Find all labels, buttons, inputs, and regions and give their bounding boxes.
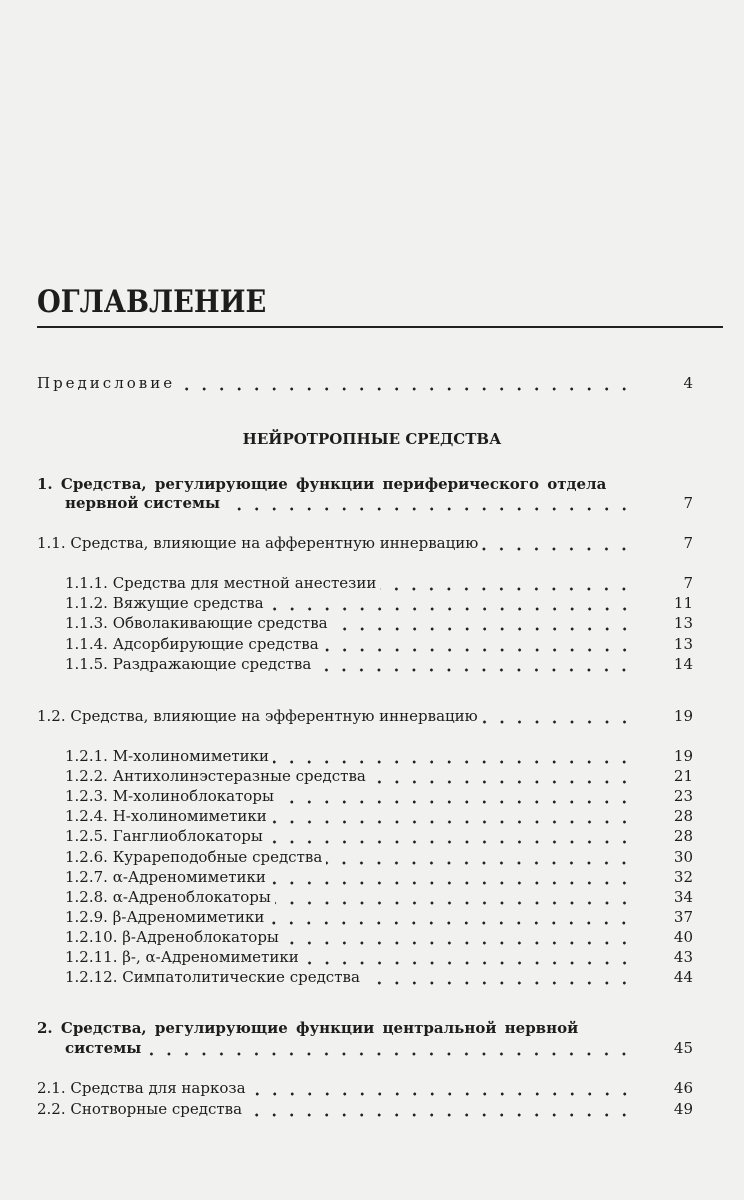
- dot-leader: [482, 533, 633, 553]
- dot-leader: [267, 826, 633, 846]
- entry-page: 21: [673, 767, 693, 786]
- chapter-2-title-line1: 2. Средства, регулирующие функции центральной нервной: [37, 1019, 579, 1037]
- entry-page: 34: [673, 887, 693, 906]
- toc-entry[interactable]: [65, 786, 693, 806]
- entry-label: 1.1.3. Обволакивающие средства: [65, 614, 328, 633]
- entry-page: 13: [673, 614, 693, 633]
- entry-page: 23: [673, 787, 693, 806]
- toc-entry[interactable]: [65, 847, 693, 867]
- dot-leader: [482, 706, 633, 726]
- dot-leader: [323, 634, 633, 654]
- entry-page: 7: [683, 574, 693, 592]
- entry-page: 19: [673, 747, 693, 765]
- dot-leader: [268, 593, 633, 613]
- toc-entry[interactable]: [65, 806, 693, 826]
- toc-entry[interactable]: [65, 927, 693, 947]
- entry-label: 1.2.8. α-Адреноблокаторы: [65, 887, 271, 906]
- entry-label: 1.2.2. Антихолинэстеразные средства: [65, 767, 366, 786]
- entry-label: 1.2. Средства, влияющие на эфферентную иннервацию: [37, 707, 478, 725]
- toc-entry[interactable]: [65, 907, 693, 927]
- entry-page: 28: [673, 827, 693, 846]
- entry-page: 14: [673, 654, 693, 673]
- toc-entry[interactable]: [65, 746, 693, 766]
- entry-page: 7: [683, 534, 693, 552]
- dot-leader: [179, 373, 633, 393]
- dot-leader: [326, 847, 633, 867]
- toc-entry[interactable]: [65, 867, 693, 887]
- entry-label: 2.1. Средства для наркоза: [37, 1079, 246, 1097]
- entry-page: 43: [673, 948, 693, 966]
- entry-label: 1.2.11. β-, α-Адреномиметики: [65, 948, 299, 966]
- toc-entry-1-1[interactable]: [37, 533, 693, 553]
- entry-page: 49: [673, 1099, 693, 1118]
- toc-entry[interactable]: [65, 887, 693, 907]
- entry-page: 32: [673, 867, 693, 886]
- toc-entry[interactable]: [65, 654, 693, 674]
- dot-leader: [270, 867, 633, 887]
- entry-label: 1.2.12. Симпатолитические средства: [65, 968, 360, 987]
- entry-page: 4: [683, 374, 693, 392]
- entry-page: 7: [683, 494, 693, 512]
- entry-label: 1.2.10. β-Адреноблокаторы: [65, 927, 279, 946]
- dot-leader: [273, 746, 633, 766]
- toc-title: ОГЛАВЛЕНИЕ: [37, 284, 267, 320]
- entry-label: 1.2.3. М-холиноблокаторы: [65, 787, 274, 806]
- entry-label: 1.1.5. Раздражающие средства: [65, 654, 312, 673]
- entry-label: 1.2.7. α-Адреномиметики: [65, 867, 266, 886]
- toc-entry-1-2[interactable]: [37, 706, 693, 726]
- entry-page: 44: [673, 968, 693, 987]
- section-heading: НЕЙРОТРОПНЫЕ СРЕДСТВА: [242, 430, 502, 448]
- entry-label: 1.2.5. Ганглиоблокаторы: [65, 827, 263, 846]
- entry-label: нервной системы: [65, 494, 221, 512]
- entry-label: 1.2.9. β-Адреномиметики: [65, 907, 265, 926]
- dot-leader: [250, 1078, 633, 1098]
- entry-label: 1.1.4. Адсорбирующие средства: [65, 634, 319, 653]
- toc-entry[interactable]: [37, 1078, 693, 1098]
- dot-leader: [364, 967, 633, 987]
- dot-leader: [268, 907, 633, 927]
- dot-leader: [271, 806, 633, 826]
- title-rule: [37, 326, 723, 328]
- entry-label: 1.2.4. Н-холиномиметики: [65, 807, 267, 826]
- dot-leader: [315, 654, 633, 674]
- toc-entry[interactable]: [65, 766, 693, 786]
- toc-entry-preface[interactable]: [37, 373, 693, 393]
- entry-page: 46: [673, 1079, 693, 1097]
- entry-label: 1.1. Средства, влияющие на афферентную иннервацию: [37, 534, 479, 552]
- toc-entry[interactable]: [65, 947, 693, 967]
- dot-leader: [370, 766, 633, 786]
- toc-entry-chapter-1[interactable]: [65, 493, 693, 513]
- dot-leader: [332, 613, 633, 633]
- toc-entry-chapter-2[interactable]: [65, 1038, 693, 1058]
- toc-entry[interactable]: [65, 613, 693, 633]
- toc-entry[interactable]: [65, 634, 693, 654]
- entry-label: 1.2.1. М-холиномиметики: [65, 747, 270, 765]
- toc-entry[interactable]: [65, 573, 693, 593]
- entry-page: 13: [673, 634, 693, 653]
- entry-page: 37: [673, 907, 693, 926]
- entry-label: 1.1.2. Вяжущие средства: [65, 594, 264, 613]
- dot-leader: [145, 1038, 633, 1058]
- dot-leader: [275, 887, 633, 907]
- entry-page: 19: [673, 707, 693, 725]
- entry-page: 30: [673, 847, 693, 866]
- toc-entry[interactable]: [65, 593, 693, 613]
- dot-leader: [380, 573, 633, 593]
- dot-leader: [283, 927, 633, 947]
- entry-page: 28: [673, 807, 693, 826]
- entry-page: 11: [673, 594, 693, 613]
- toc-entry[interactable]: [65, 967, 693, 987]
- toc-entry[interactable]: [37, 1099, 693, 1119]
- entry-label: Предисловие: [37, 374, 176, 392]
- entry-label: 2.2. Снотворные средства: [37, 1099, 243, 1118]
- entry-page: 40: [673, 927, 693, 946]
- entry-page: 45: [673, 1039, 693, 1057]
- dot-leader: [278, 786, 633, 806]
- entry-label: 1.2.6. Курареподобные средства: [65, 847, 323, 866]
- chapter-1-title-line1: 1. Средства, регулирующие функции периферического отдела: [37, 475, 607, 493]
- entry-label: системы: [65, 1039, 142, 1057]
- dot-leader: [303, 947, 633, 967]
- toc-entry[interactable]: [65, 826, 693, 846]
- entry-label: 1.1.1. Средства для местной анестезии: [65, 574, 377, 592]
- dot-leader: [246, 1099, 633, 1119]
- dot-leader: [224, 493, 633, 513]
